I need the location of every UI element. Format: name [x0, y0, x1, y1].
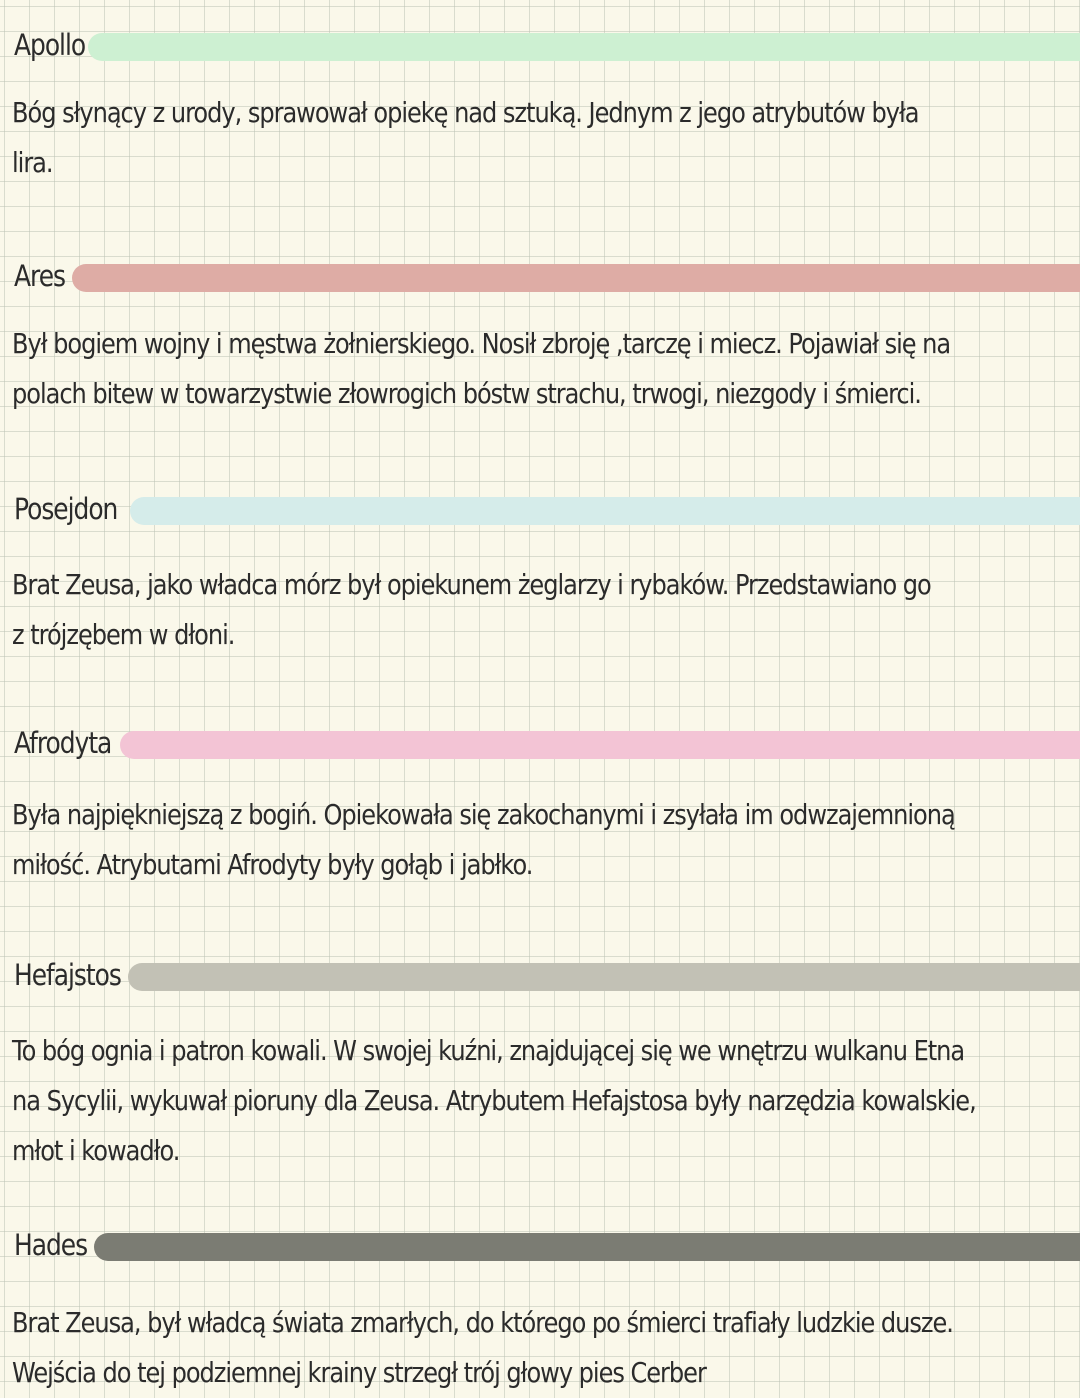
section-apollo — [0, 20, 1080, 179]
section-heading: Afrodyta — [14, 726, 112, 760]
section-body — [12, 88, 924, 188]
section-body — [12, 1026, 976, 1176]
heading-row — [0, 20, 1080, 70]
section-body — [12, 560, 931, 660]
highlight-bar — [94, 1233, 1080, 1261]
section-heading: Hefajstos — [14, 958, 121, 992]
body-line: polach bitew w towarzystwie złowrogich bóstw strachu, trwogi, niezgody i śmierci. — [12, 377, 921, 410]
heading-row — [0, 950, 1080, 1000]
section-afrodyta — [0, 718, 1080, 881]
heading-row — [0, 251, 1080, 301]
heading-row — [0, 484, 1080, 534]
section-body — [12, 1298, 953, 1398]
section-hades — [0, 1220, 1080, 1389]
body-line: Był bogiem wojny i męstwa żołnierskiego. Nosił zbroję ,tarczę i miecz. Pojawiał się na — [12, 327, 951, 360]
body-line: Wejścia do tej podziemnej krainy strzegł trój głowy pies Cerber — [12, 1356, 706, 1389]
body-line: Brat Zeusa, był władcą świata zmarłych, do którego po śmierci trafiały ludzkie dusze. — [12, 1306, 953, 1339]
section-hefajstos — [0, 950, 1080, 1167]
section-heading: Ares — [14, 259, 65, 293]
body-line: miłość. Atrybutami Afrodyty były gołąb i jabłko. — [12, 848, 533, 881]
body-line: To bóg ognia i patron kowali. W swojej kuźni, znajdującej się we wnętrzu wulkanu Etna — [12, 1034, 965, 1067]
body-line: Brat Zeusa, jako władca mórz był opiekunem żeglarzy i rybaków. Przedstawiano go — [12, 568, 931, 601]
body-line: na Sycylii, wykuwał pioruny dla Zeusa. Atrybutem Hefajstosa były narzędzia kowalskie, — [12, 1084, 976, 1117]
highlight-bar — [88, 33, 1080, 61]
section-body — [12, 790, 955, 890]
heading-row — [0, 1220, 1080, 1270]
body-line: z trójzębem w dłoni. — [12, 618, 235, 651]
highlight-bar — [72, 264, 1080, 292]
section-body — [12, 319, 951, 419]
body-line: lira. — [12, 146, 53, 179]
section-posejdon — [0, 484, 1080, 651]
heading-row — [0, 718, 1080, 768]
section-heading: Hades — [14, 1228, 88, 1262]
highlight-bar — [128, 963, 1080, 991]
body-line: Bóg słynący z urody, sprawował opiekę nad sztuką. Jednym z jego atrybutów była — [12, 96, 919, 129]
section-ares — [0, 251, 1080, 410]
highlight-bar — [120, 731, 1080, 759]
body-line: Była najpiękniejszą z bogiń. Opiekowała się zakochanymi i zsyłała im odwzajemnioną — [12, 798, 955, 831]
body-line: młot i kowadło. — [12, 1134, 180, 1167]
section-heading: Posejdon — [14, 492, 118, 526]
highlight-bar — [130, 497, 1080, 525]
section-heading: Apollo — [14, 28, 86, 62]
